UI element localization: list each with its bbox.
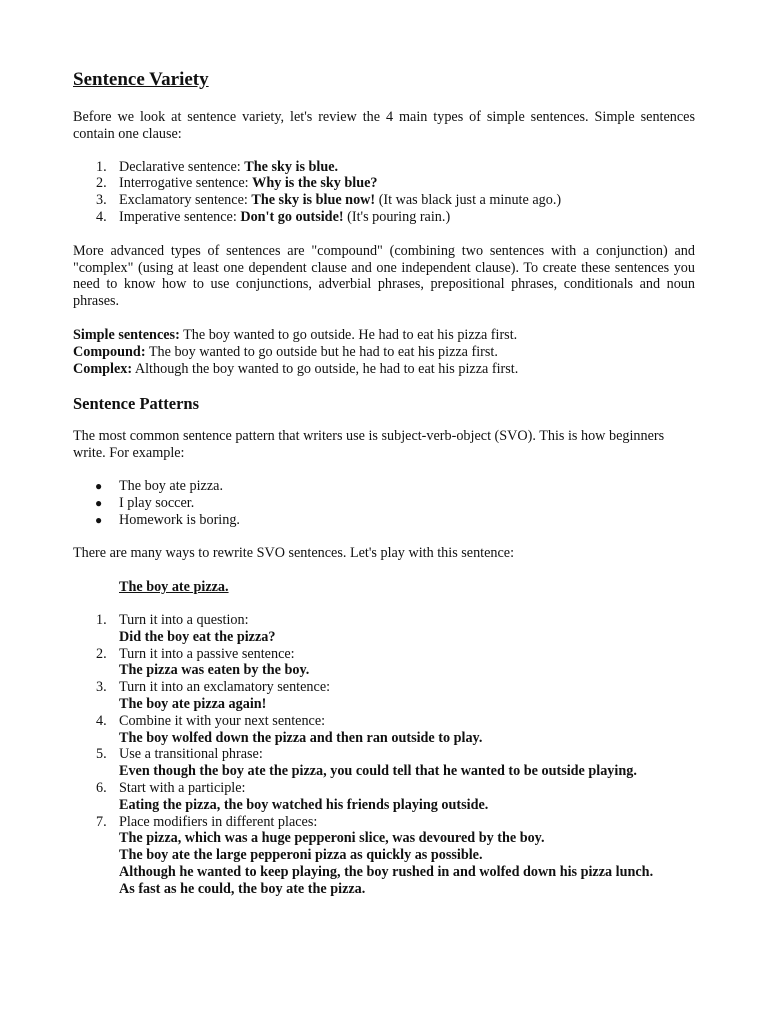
list-number: 5.	[96, 746, 107, 763]
sentence-examples	[73, 327, 695, 377]
rewrite-answer: Even though the boy ate the pizza, you could tell that he wanted to be outside playing.	[119, 763, 637, 780]
focus-sentence: The boy ate pizza.	[119, 579, 229, 596]
rewrite-answer: As fast as he could, the boy ate the pizza.	[119, 880, 366, 897]
rewrite-instruction: Combine it with your next sentence:	[119, 712, 326, 729]
type-example: The sky is blue.	[244, 158, 339, 175]
type-label: Declarative sentence:	[119, 158, 245, 175]
example-text: Although the boy wanted to go outside, he had to eat his pizza first.	[132, 360, 519, 377]
patterns-intro: The most common sentence pattern that writers use is subject-verb-object (SVO). This is how beginners write. For example:	[73, 428, 665, 462]
example-label: Simple sentences:	[73, 326, 180, 343]
type-label: Imperative sentence:	[119, 208, 241, 225]
svo-examples-list	[73, 478, 695, 528]
list-item	[73, 814, 695, 898]
rewrite-answer: Did the boy eat the pizza?	[119, 628, 276, 645]
rewrite-instruction: Place modifiers in different places:	[119, 813, 318, 830]
list-item-text: Homework is boring.	[119, 511, 240, 528]
rewrite-answer: The pizza was eaten by the boy.	[119, 662, 310, 679]
sentence-types-list	[73, 159, 695, 226]
example-label: Complex:	[73, 360, 133, 377]
rewrite-answer: The boy ate pizza again!	[119, 695, 267, 712]
type-note: (It was black just a minute ago.)	[375, 192, 562, 209]
list-item-text: I play soccer.	[119, 494, 195, 511]
list-number: 6.	[96, 779, 107, 796]
list-item	[73, 780, 695, 814]
page-title: Sentence Variety	[73, 69, 209, 90]
rewrite-answer: The boy wolfed down the pizza and then ran outside to play.	[119, 729, 483, 746]
intro-paragraph: Before we look at sentence variety, let's review the 4 main types of simple sentences. Simple sentences contain one clause:	[73, 109, 695, 142]
list-number: 1.	[96, 611, 107, 628]
bullet-icon: ●	[95, 495, 103, 510]
rewrite-instruction: Turn it into a question:	[119, 611, 249, 628]
list-number: 2.	[96, 175, 107, 192]
example-text: The boy wanted to go outside but he had to eat his pizza first.	[145, 343, 498, 360]
rewrite-answer: Although he wanted to keep playing, the boy rushed in and wolfed down his pizza lunch.	[119, 863, 654, 880]
list-item	[73, 159, 695, 176]
example-line	[73, 327, 695, 344]
list-item	[73, 746, 695, 780]
list-number: 3.	[96, 192, 107, 209]
rewrite-instruction: Use a transitional phrase:	[119, 746, 263, 763]
rewrite-instruction: Turn it into an exclamatory sentence:	[119, 679, 331, 696]
list-item-text: The boy ate pizza.	[119, 477, 223, 494]
type-example: The sky is blue now!	[251, 192, 376, 209]
list-item	[73, 512, 695, 529]
list-item	[73, 192, 695, 209]
bullet-icon: ●	[95, 478, 103, 493]
rewrite-answer: Eating the pizza, the boy watched his friends playing outside.	[119, 796, 489, 813]
type-label: Exclamatory sentence:	[119, 192, 252, 209]
advanced-paragraph: More advanced types of sentences are "compound" (combining two sentences with a conjunction) and "complex" (using at least one dependent clause and one independent clause). To create these sentences you need to know how to use conjunctions, adverbial phrases, prepositional phrases, conditionals and noun phrases.	[73, 242, 695, 310]
list-item	[73, 478, 695, 495]
list-item	[73, 612, 695, 646]
list-number: 1.	[96, 158, 107, 175]
example-line	[73, 344, 695, 361]
type-label: Interrogative sentence:	[119, 175, 253, 192]
list-item	[73, 679, 695, 713]
bullet-icon: ●	[95, 512, 103, 527]
list-number: 4.	[96, 208, 107, 225]
list-item	[73, 175, 695, 192]
list-number: 2.	[96, 645, 107, 662]
type-note: (It's pouring rain.)	[343, 208, 451, 225]
list-item	[73, 646, 695, 680]
rewrite-answer: The boy ate the large pepperoni pizza as quickly as possible.	[119, 847, 483, 864]
type-example: Don't go outside!	[240, 208, 344, 225]
example-label: Compound:	[73, 343, 146, 360]
rewrite-instruction: Turn it into a passive sentence:	[119, 645, 295, 662]
example-text: The boy wanted to go outside. He had to eat his pizza first.	[179, 326, 518, 343]
list-item	[73, 495, 695, 512]
type-example: Why is the sky blue?	[252, 175, 378, 192]
patterns-heading: Sentence Patterns	[73, 394, 200, 414]
list-item	[73, 713, 695, 747]
list-item	[73, 209, 695, 226]
list-number: 4.	[96, 712, 107, 729]
list-number: 3.	[96, 679, 107, 696]
rewrite-intro: There are many ways to rewrite SVO sentences. Let's play with this sentence:	[73, 545, 515, 562]
list-number: 7.	[96, 813, 107, 830]
rewrite-instruction: Start with a participle:	[119, 779, 246, 796]
document-content	[73, 68, 695, 897]
rewrite-list	[73, 612, 695, 898]
rewrite-answer: The pizza, which was a huge pepperoni slice, was devoured by the boy.	[119, 830, 545, 847]
example-line	[73, 361, 695, 378]
